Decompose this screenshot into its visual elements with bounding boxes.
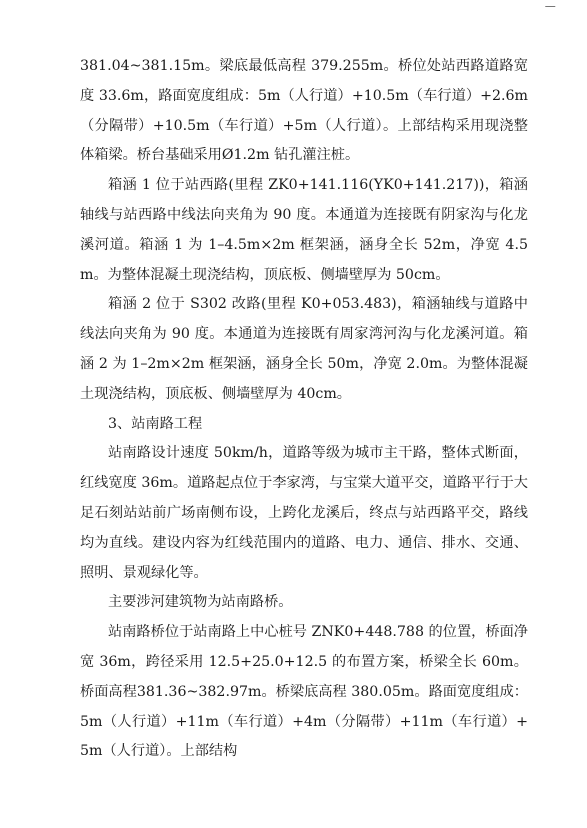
paragraph-zhannan-bridge: 站南路桥位于站南路上中心桩号 ZNK0+448.788 的位置，桥面净宽 36m，跨径采用 12.5+25.0+12.5 的布置方案，桥梁全长 60m。桥面高程381.36~382.97m。桥梁底高程 380.05m。路面宽度组成：5m（人行道）+11m（车行道）+4m（分隔带）+11m（车行道）+5m（人行道）。上部结构 bbox=[80, 624, 528, 760]
paragraph-box-culvert-1: 箱涵 1 位于站西路(里程 ZK0+141.116(YK0+141.217))，箱涵轴线与站西路中线法向夹角为 90 度。本通道为连接既有阴家沟与化龙溪河道。箱涵 1 为 1–4.5m×2m 框架涵，涵身全长 52m，净宽 4.5m。为整体混凝土现浇结构，顶底板、侧墙壁厚为 50cm。 bbox=[80, 177, 528, 283]
paragraph-river-structures: 主要涉河建筑物为站南路桥。 bbox=[108, 594, 293, 611]
paragraph-zhannan-road-design: 站南路设计速度 50km/h，道路等级为城市主干路，整体式断面，红线宽度 36m。道路起点位于李家湾，与宝棠大道平交，道路平行于大足石刻站站前广场南侧布设，上跨化龙溪后，终点与站西路平交，路线均为直线。建设内容为红线范围内的道路、电力、通信、排水、交通、照明、景观绿化等。 bbox=[80, 445, 528, 581]
section-heading-zhannan-road: 3、站南路工程 bbox=[108, 415, 203, 432]
document-body bbox=[80, 52, 528, 767]
paragraph-bridge-continued: 381.04~381.15m。梁底最低高程 379.255m。桥位处站西路道路宽度 33.6m，路面宽度组成：5m（人行道）+10.5m（车行道）+2.6m（分隔带）+10.5m（车行道）+5m（人行道）。上部结构采用现浇整体箱梁。桥台基础采用Ø1.2m 钻孔灌注桩。 bbox=[80, 58, 528, 164]
paragraph-box-culvert-2: 箱涵 2 位于 S302 改路(里程 K0+053.483)，箱涵轴线与道路中线法向夹角为 90 度。本通道为连接既有周家湾河沟与化龙溪河道。箱涵 2 为 1–2m×2m 框架涵，涵身全长 50m，净宽 2.0m。为整体混凝土现浇结构，顶底板、侧墙壁厚为 40cm。 bbox=[80, 296, 528, 402]
page-corner-mark bbox=[545, 0, 559, 7]
